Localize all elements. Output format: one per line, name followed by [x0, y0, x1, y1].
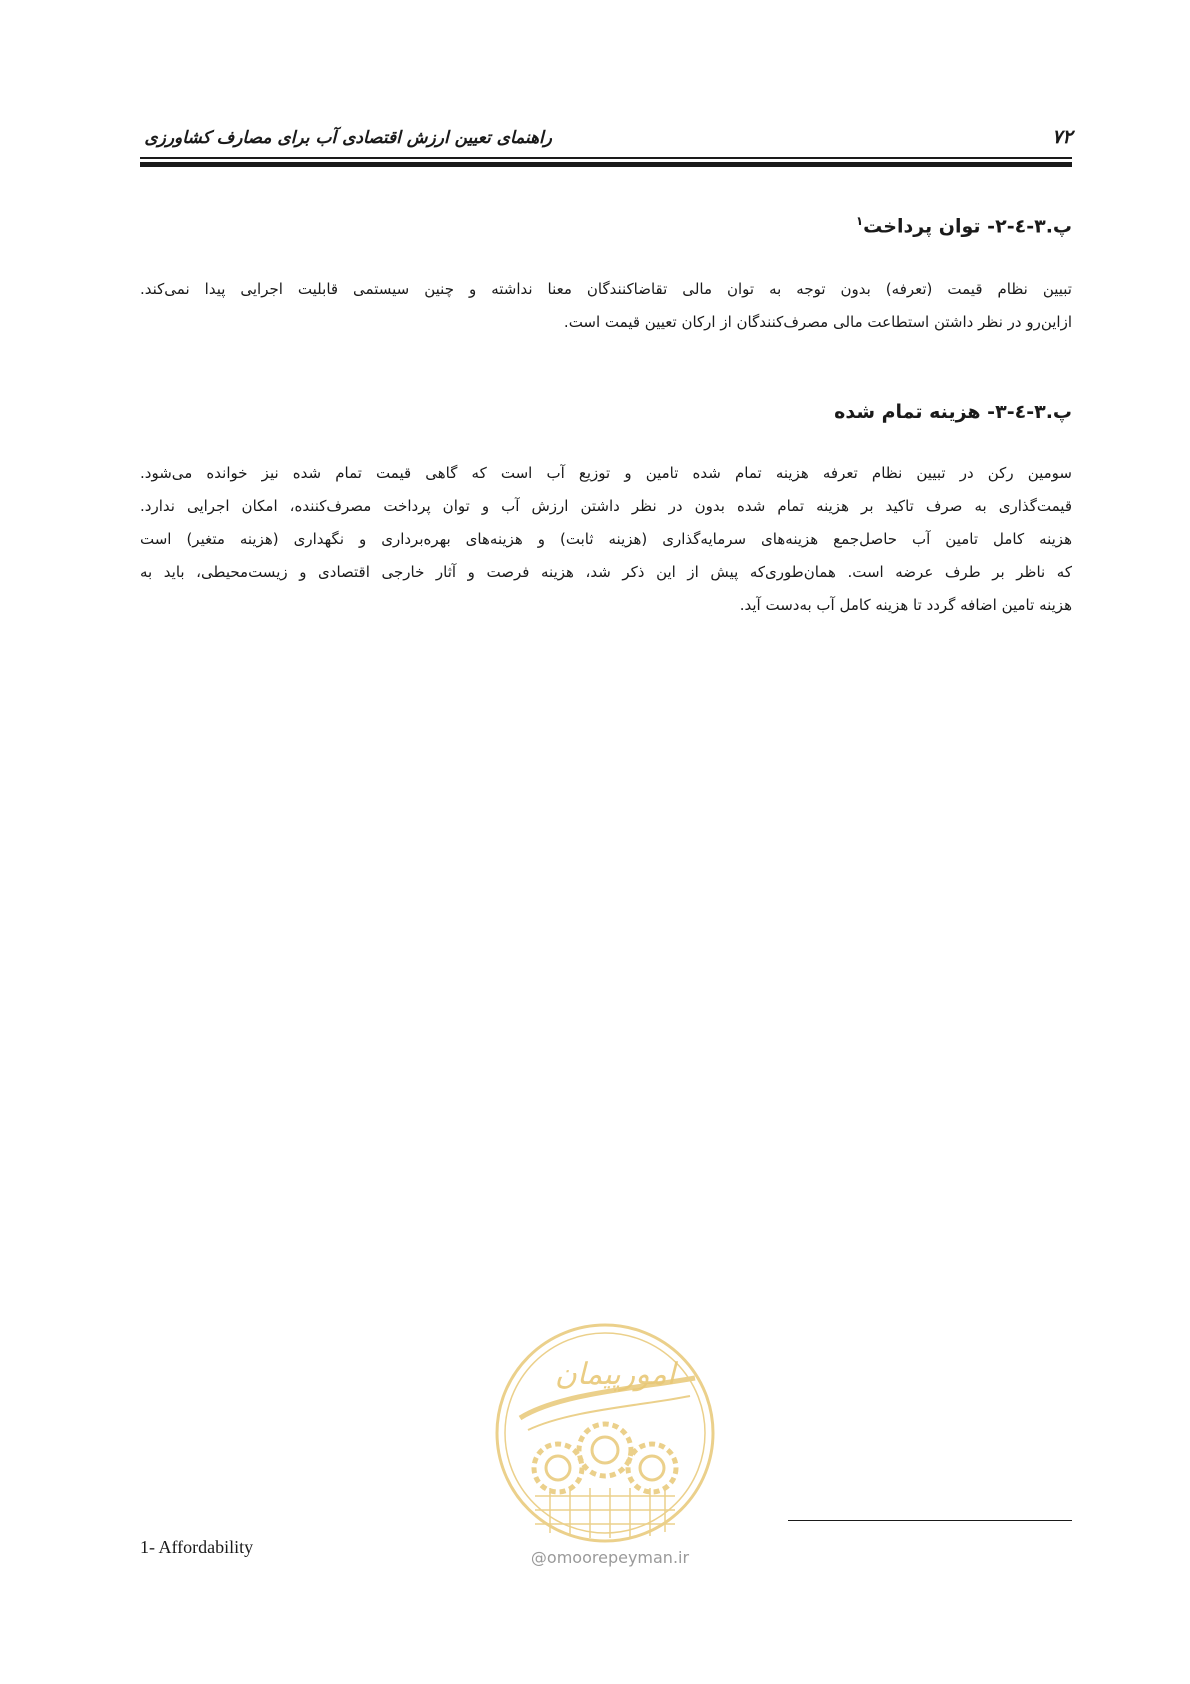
watermark-seal-logo — [490, 1318, 720, 1548]
paragraph-affordability — [140, 273, 1072, 339]
paragraph-line: قیمت‌گذاری به صرف تاکید بر هزینه تمام شده بدون در نظر داشتن ارزش آب و توان پرداخت مصرف‌کننده، امکان اجرایی ندارد. — [140, 497, 1072, 515]
paragraph-line: هزینه تامین اضافه گردد تا هزینه کامل آب به‌دست آید. — [739, 596, 1072, 614]
section-heading-affordability — [856, 214, 1072, 237]
paragraph-line: تبیین نظام قیمت (تعرفه) بدون توجه به توان مالی تقاضاکنندگان معنا نداشته و چنین سیستمی قابلیت اجرایی پیدا نمی‌کند. — [140, 280, 1072, 298]
running-header-title: راهنمای تعیین ارزش اقتصادی آب برای مصارف کشاورزی — [144, 128, 552, 148]
footnote-marker: ۱ — [855, 214, 864, 228]
paragraph-line: هزینه کامل تامین آب حاصل‌جمع هزینه‌های سرمایه‌گذاری (هزینه ثابت) و هزینه‌های بهره‌برداری و نگهداری (هزینه متغیر) است — [140, 530, 1072, 548]
section-heading-text: پ.۳-٤-۲- توان پرداخت — [863, 215, 1072, 238]
footnote-text: 1- Affordability — [140, 1537, 254, 1557]
paragraph-full-cost — [140, 457, 1072, 622]
footnote-rule — [788, 1520, 1072, 1521]
paragraph-line: ازاین‌رو در نظر داشتن استطاعت مالی مصرف‌کنندگان از ارکان تعیین قیمت است. — [563, 313, 1072, 331]
page-number: ۷۲ — [1052, 126, 1073, 148]
svg-text:امورپیمان: امورپیمان — [554, 1357, 676, 1392]
header-rule-thin — [140, 157, 1072, 159]
watermark-url: @omoorepeyman.ir — [530, 1548, 690, 1567]
header-rule-thick — [140, 162, 1072, 167]
paragraph-line: سومین رکن در تبیین نظام تعرفه هزینه تمام شده تامین و توزیع آب است که گاهی قیمت تمام شده نیز خوانده می‌شود. — [140, 464, 1072, 482]
paragraph-line: که ناظر بر طرف عرضه است. همان‌طوری‌که پیش از این ذکر شد، هزینه فرصت و آثار خارجی اقتصادی و زیست‌محیطی، باید به — [140, 563, 1072, 581]
section-heading-full-cost: پ.۳-٤-۳- هزینه تمام شده — [834, 401, 1072, 423]
